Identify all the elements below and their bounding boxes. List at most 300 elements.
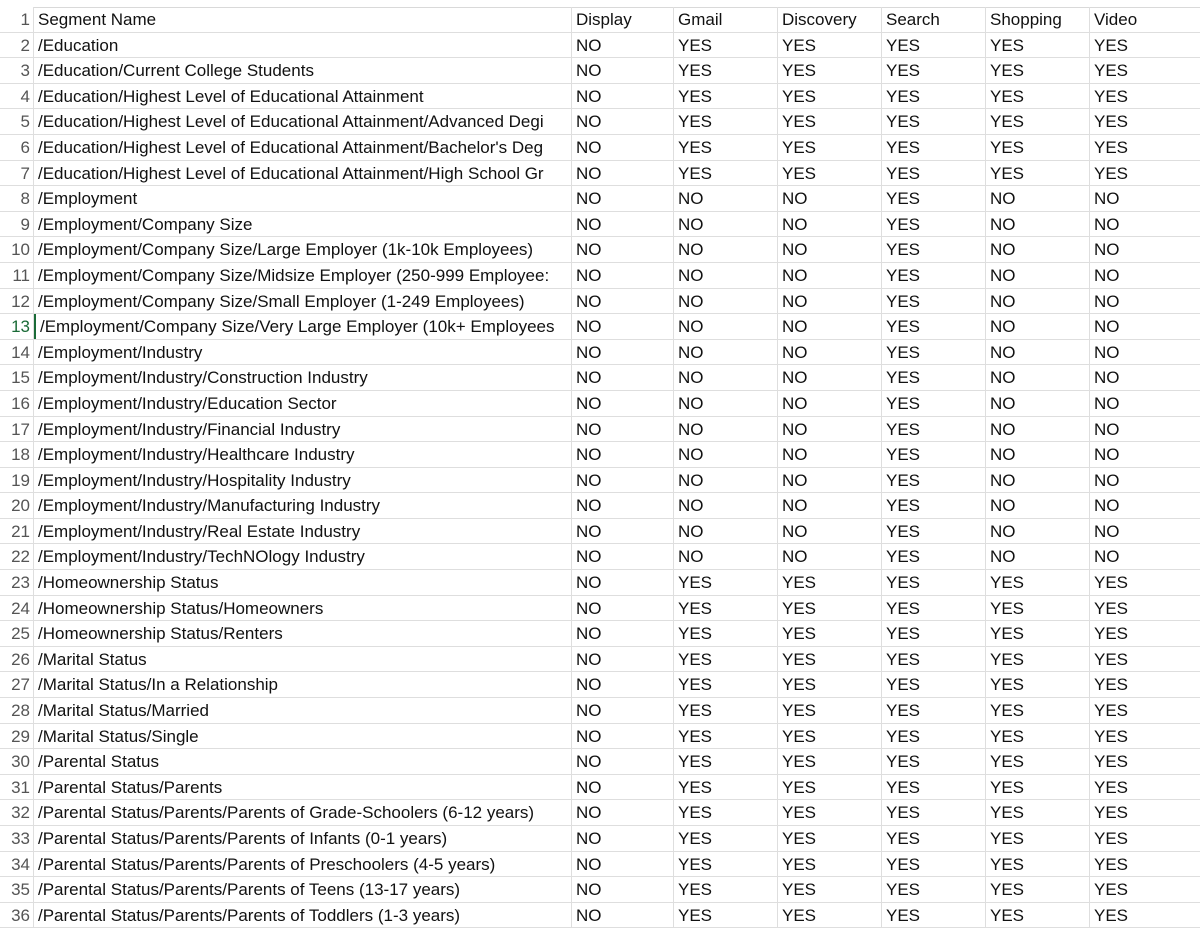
row-number[interactable]: 36 xyxy=(0,903,34,928)
cell-video[interactable]: YES xyxy=(1094,675,1129,695)
cell-gmail[interactable]: YES xyxy=(674,161,778,186)
cell-name[interactable]: /Employment xyxy=(34,186,572,211)
cell-discovery[interactable]: YES xyxy=(778,135,882,160)
cell-discovery[interactable]: YES xyxy=(778,570,882,595)
row-number[interactable]: 25 xyxy=(0,621,34,646)
header-shopping[interactable]: Shopping xyxy=(986,7,1090,32)
cell-search[interactable]: YES xyxy=(882,596,986,621)
cell-gmail[interactable]: YES xyxy=(674,596,778,621)
cell-name[interactable]: /Employment/Company Size/Large Employer (1k-10k Employees) xyxy=(34,237,572,262)
cell-discovery[interactable]: YES xyxy=(778,698,882,723)
cell-video[interactable]: YES xyxy=(1094,137,1129,157)
cell-shopping[interactable]: YES xyxy=(986,84,1090,109)
cell-display[interactable]: NO xyxy=(572,237,674,262)
cell-video[interactable]: YES xyxy=(1094,701,1129,721)
row-number[interactable]: 14 xyxy=(0,340,34,365)
cell-gmail[interactable]: NO xyxy=(674,417,778,442)
cell-name[interactable]: /Employment/Company Size/Midsize Employer (250-999 Employee: xyxy=(34,263,572,288)
cell-search[interactable]: YES xyxy=(882,724,986,749)
cell-name[interactable]: /Employment/Company Size xyxy=(34,212,572,237)
cell-search[interactable]: YES xyxy=(882,33,986,58)
table-row xyxy=(0,442,1200,468)
row-number[interactable]: 4 xyxy=(0,84,34,109)
cell-video[interactable]: NO xyxy=(1094,368,1120,388)
cell-discovery[interactable]: NO xyxy=(778,391,882,416)
cell-shopping[interactable]: YES xyxy=(986,749,1090,774)
cell-discovery[interactable]: YES xyxy=(778,33,882,58)
cell-video[interactable]: YES xyxy=(1094,163,1129,183)
cell-gmail[interactable]: NO xyxy=(674,263,778,288)
row-number[interactable]: 17 xyxy=(0,417,34,442)
cell-display[interactable]: NO xyxy=(572,84,674,109)
row-number[interactable]: 20 xyxy=(0,493,34,518)
cell-discovery[interactable]: YES xyxy=(778,647,882,672)
cell-display[interactable]: NO xyxy=(572,417,674,442)
cell-shopping[interactable]: NO xyxy=(986,186,1090,211)
cell-discovery[interactable]: YES xyxy=(778,903,882,928)
cell-discovery[interactable]: YES xyxy=(778,58,882,83)
cell-search[interactable]: YES xyxy=(882,263,986,288)
table-row xyxy=(0,109,1200,135)
cell-search[interactable]: YES xyxy=(882,289,986,314)
table-row xyxy=(0,314,1200,340)
header-video[interactable]: Video xyxy=(1094,10,1138,29)
row-number[interactable]: 31 xyxy=(0,775,34,800)
cell-display[interactable]: NO xyxy=(572,826,674,851)
cell-discovery[interactable]: NO xyxy=(778,493,882,518)
cell-shopping[interactable]: YES xyxy=(986,58,1090,83)
cell-shopping[interactable]: YES xyxy=(986,903,1090,928)
cell-gmail[interactable]: YES xyxy=(674,58,778,83)
cell-search[interactable]: YES xyxy=(882,417,986,442)
header-discovery[interactable]: Discovery xyxy=(778,7,882,32)
cell-discovery[interactable]: NO xyxy=(778,212,882,237)
cell-gmail[interactable]: NO xyxy=(674,442,778,467)
cell-search[interactable]: YES xyxy=(882,237,986,262)
cell-discovery[interactable]: YES xyxy=(778,775,882,800)
cell-discovery[interactable]: NO xyxy=(778,468,882,493)
cell-discovery[interactable]: NO xyxy=(778,186,882,211)
cell-discovery[interactable]: NO xyxy=(778,340,882,365)
cell-search[interactable]: YES xyxy=(882,826,986,851)
cell-gmail[interactable]: NO xyxy=(674,493,778,518)
cell-video[interactable]: NO xyxy=(1094,265,1120,285)
row-number[interactable]: 3 xyxy=(0,58,34,83)
cell-name[interactable]: /Marital Status/In a Relationship xyxy=(34,672,572,697)
cell-shopping[interactable]: YES xyxy=(986,698,1090,723)
cell-gmail[interactable]: YES xyxy=(674,877,778,902)
cell-shopping[interactable]: YES xyxy=(986,570,1090,595)
cell-display[interactable]: NO xyxy=(572,161,674,186)
row-number[interactable]: 9 xyxy=(0,212,34,237)
cell-discovery[interactable]: YES xyxy=(778,84,882,109)
cell-discovery[interactable]: YES xyxy=(778,724,882,749)
cell-search[interactable]: YES xyxy=(882,391,986,416)
cell-video[interactable]: NO xyxy=(1094,521,1120,541)
cell-display[interactable]: NO xyxy=(572,186,674,211)
cell-search[interactable]: YES xyxy=(882,800,986,825)
cell-search[interactable]: YES xyxy=(882,570,986,595)
row-number[interactable]: 16 xyxy=(0,391,34,416)
cell-discovery[interactable]: YES xyxy=(778,852,882,877)
cell-gmail[interactable]: NO xyxy=(674,289,778,314)
header-search[interactable]: Search xyxy=(882,7,986,32)
cell-shopping[interactable]: YES xyxy=(986,672,1090,697)
cell-shopping[interactable]: YES xyxy=(986,775,1090,800)
cell-display[interactable]: NO xyxy=(572,442,674,467)
cell-name[interactable]: /Employment/Industry/Manufacturing Industry xyxy=(34,493,572,518)
cell-search[interactable]: YES xyxy=(882,519,986,544)
cell-display[interactable]: NO xyxy=(572,800,674,825)
cell-shopping[interactable]: NO xyxy=(986,493,1090,518)
cell-display[interactable]: NO xyxy=(572,340,674,365)
cell-display[interactable]: NO xyxy=(572,519,674,544)
row-number[interactable]: 11 xyxy=(0,263,34,288)
cell-video[interactable]: NO xyxy=(1094,496,1120,516)
cell-shopping[interactable]: NO xyxy=(986,391,1090,416)
cell-display[interactable]: NO xyxy=(572,749,674,774)
cell-gmail[interactable]: YES xyxy=(674,698,778,723)
cell-display[interactable]: NO xyxy=(572,621,674,646)
cell-search[interactable]: YES xyxy=(882,58,986,83)
cell-shopping[interactable]: NO xyxy=(986,237,1090,262)
cell-video[interactable]: YES xyxy=(1094,86,1129,106)
cell-search[interactable]: YES xyxy=(882,877,986,902)
cell-gmail[interactable]: NO xyxy=(674,237,778,262)
cell-display[interactable]: NO xyxy=(572,493,674,518)
cell-gmail[interactable]: NO xyxy=(674,391,778,416)
row-number[interactable]: 28 xyxy=(0,698,34,723)
cell-name[interactable]: /Employment/Company Size/Very Large Employer (10k+ Employees xyxy=(34,314,572,339)
cell-search[interactable]: YES xyxy=(882,647,986,672)
cell-search[interactable]: YES xyxy=(882,672,986,697)
cell-shopping[interactable]: YES xyxy=(986,621,1090,646)
cell-discovery[interactable]: YES xyxy=(778,621,882,646)
cell-video[interactable]: YES xyxy=(1094,854,1129,874)
row-number[interactable]: 8 xyxy=(0,186,34,211)
cell-shopping[interactable]: YES xyxy=(986,161,1090,186)
cell-video[interactable]: NO xyxy=(1094,189,1120,209)
table-row xyxy=(0,826,1200,852)
row-number[interactable]: 27 xyxy=(0,672,34,697)
cell-name[interactable]: /Parental Status/Parents/Parents of Teens (13-17 years) xyxy=(34,877,572,902)
row-number[interactable]: 32 xyxy=(0,800,34,825)
cell-gmail[interactable]: YES xyxy=(674,135,778,160)
row-number[interactable]: 24 xyxy=(0,596,34,621)
cell-shopping[interactable]: NO xyxy=(986,519,1090,544)
cell-shopping[interactable]: YES xyxy=(986,852,1090,877)
cell-video[interactable]: YES xyxy=(1094,598,1129,618)
cell-shopping[interactable]: NO xyxy=(986,314,1090,339)
cell-discovery[interactable]: NO xyxy=(778,365,882,390)
cell-video[interactable]: YES xyxy=(1094,829,1129,848)
cell-video[interactable]: YES xyxy=(1094,880,1129,900)
cell-gmail[interactable]: YES xyxy=(674,84,778,109)
cell-discovery[interactable]: YES xyxy=(778,672,882,697)
cell-search[interactable]: YES xyxy=(882,621,986,646)
cell-shopping[interactable]: YES xyxy=(986,724,1090,749)
cell-display[interactable]: NO xyxy=(572,263,674,288)
cell-search[interactable]: YES xyxy=(882,698,986,723)
cell-discovery[interactable]: YES xyxy=(778,109,882,134)
cell-name[interactable]: /Marital Status/Married xyxy=(34,698,572,723)
cell-display[interactable]: NO xyxy=(572,672,674,697)
cell-video[interactable]: YES xyxy=(1094,726,1129,746)
cell-display[interactable]: NO xyxy=(572,852,674,877)
cell-name[interactable]: /Employment/Industry/Real Estate Industry xyxy=(34,519,572,544)
row-number[interactable]: 1 xyxy=(0,7,34,32)
cell-gmail[interactable]: YES xyxy=(674,724,778,749)
row-number[interactable]: 15 xyxy=(0,365,34,390)
cell-gmail[interactable]: YES xyxy=(674,852,778,877)
cell-display[interactable]: NO xyxy=(572,698,674,723)
cell-shopping[interactable]: NO xyxy=(986,468,1090,493)
cell-video[interactable]: YES xyxy=(1094,752,1129,772)
cell-video[interactable]: YES xyxy=(1094,573,1129,593)
cell-gmail[interactable]: NO xyxy=(674,544,778,569)
cell-video[interactable]: NO xyxy=(1094,214,1120,234)
row-number[interactable]: 10 xyxy=(0,237,34,262)
row-number[interactable]: 18 xyxy=(0,442,34,467)
cell-video[interactable]: NO xyxy=(1094,419,1120,439)
cell-search[interactable]: YES xyxy=(882,468,986,493)
cell-gmail[interactable]: YES xyxy=(674,903,778,928)
cell-shopping[interactable]: YES xyxy=(986,596,1090,621)
cell-display[interactable]: NO xyxy=(572,33,674,58)
cell-search[interactable]: YES xyxy=(882,212,986,237)
cell-shopping[interactable]: NO xyxy=(986,289,1090,314)
table-row xyxy=(0,33,1200,59)
cell-discovery[interactable]: YES xyxy=(778,800,882,825)
cell-video[interactable]: NO xyxy=(1094,393,1120,413)
cell-display[interactable]: NO xyxy=(572,775,674,800)
cell-display[interactable]: NO xyxy=(572,724,674,749)
table-row xyxy=(0,775,1200,801)
cell-display[interactable]: NO xyxy=(572,365,674,390)
cell-name[interactable]: /Parental Status/Parents/Parents of Toddlers (1-3 years) xyxy=(34,903,572,928)
cell-gmail[interactable]: YES xyxy=(674,570,778,595)
cell-name[interactable]: /Homeownership Status xyxy=(34,570,572,595)
table-row xyxy=(0,596,1200,622)
cell-search[interactable]: YES xyxy=(882,852,986,877)
cell-display[interactable]: NO xyxy=(572,877,674,902)
cell-name[interactable]: /Education/Highest Level of Educational Attainment/Advanced Degi xyxy=(34,109,572,134)
cell-shopping[interactable]: NO xyxy=(986,417,1090,442)
cell-video[interactable]: YES xyxy=(1094,624,1129,644)
cell-gmail[interactable]: NO xyxy=(674,186,778,211)
cell-shopping[interactable]: YES xyxy=(986,647,1090,672)
cell-search[interactable]: YES xyxy=(882,109,986,134)
cell-search[interactable]: YES xyxy=(882,775,986,800)
cell-gmail[interactable]: YES xyxy=(674,33,778,58)
cell-video[interactable]: YES xyxy=(1094,35,1129,55)
row-number[interactable]: 19 xyxy=(0,468,34,493)
cell-shopping[interactable]: NO xyxy=(986,212,1090,237)
cell-display[interactable]: NO xyxy=(572,135,674,160)
table-row xyxy=(0,417,1200,443)
cell-gmail[interactable]: NO xyxy=(674,468,778,493)
cell-video[interactable]: NO xyxy=(1094,470,1120,490)
cell-gmail[interactable]: YES xyxy=(674,800,778,825)
cell-shopping[interactable]: NO xyxy=(986,263,1090,288)
cell-discovery[interactable]: NO xyxy=(778,314,882,339)
cell-gmail[interactable]: YES xyxy=(674,826,778,851)
header-gmail[interactable]: Gmail xyxy=(674,7,778,32)
row-number[interactable]: 22 xyxy=(0,544,34,569)
row-number[interactable]: 29 xyxy=(0,724,34,749)
cell-name[interactable]: /Parental Status/Parents/Parents of Grade-Schoolers (6-12 years) xyxy=(34,800,572,825)
cell-name[interactable]: /Employment/Industry xyxy=(34,340,572,365)
cell-name[interactable]: /Marital Status xyxy=(34,647,572,672)
cell-name[interactable]: /Employment/Industry/Financial Industry xyxy=(34,417,572,442)
cell-shopping[interactable]: YES xyxy=(986,135,1090,160)
cell-video[interactable]: NO xyxy=(1094,547,1120,567)
cell-name[interactable]: /Education/Highest Level of Educational Attainment xyxy=(34,84,572,109)
cell-video[interactable]: YES xyxy=(1094,112,1129,132)
cell-name[interactable]: /Marital Status/Single xyxy=(34,724,572,749)
cell-display[interactable]: NO xyxy=(572,570,674,595)
row-number[interactable]: 21 xyxy=(0,519,34,544)
cell-video[interactable]: NO xyxy=(1094,291,1120,311)
cell-gmail[interactable]: YES xyxy=(674,621,778,646)
header-display[interactable]: Display xyxy=(572,7,674,32)
cell-name[interactable]: /Parental Status/Parents xyxy=(34,775,572,800)
cell-video[interactable]: YES xyxy=(1094,777,1129,797)
cell-gmail[interactable]: NO xyxy=(674,365,778,390)
cell-discovery[interactable]: YES xyxy=(778,596,882,621)
cell-gmail[interactable]: YES xyxy=(674,647,778,672)
cell-shopping[interactable]: NO xyxy=(986,442,1090,467)
cell-search[interactable]: YES xyxy=(882,749,986,774)
header-segment-name[interactable]: Segment Name xyxy=(34,7,572,32)
row-number[interactable]: 34 xyxy=(0,852,34,877)
cell-search[interactable]: YES xyxy=(882,340,986,365)
cell-display[interactable]: NO xyxy=(572,468,674,493)
cell-display[interactable]: NO xyxy=(572,109,674,134)
table-row xyxy=(0,698,1200,724)
cell-name[interactable]: /Employment/Industry/TechNOlogy Industry xyxy=(34,544,572,569)
cell-discovery[interactable]: NO xyxy=(778,519,882,544)
cell-shopping[interactable]: YES xyxy=(986,33,1090,58)
cell-gmail[interactable]: YES xyxy=(674,749,778,774)
cell-gmail[interactable]: YES xyxy=(674,109,778,134)
cell-name[interactable]: /Education/Highest Level of Educational Attainment/Bachelor's Deg xyxy=(34,135,572,160)
cell-name[interactable]: /Employment/Industry/Construction Industry xyxy=(34,365,572,390)
cell-search[interactable]: YES xyxy=(882,903,986,928)
cell-discovery[interactable]: YES xyxy=(778,826,882,851)
cell-gmail[interactable]: NO xyxy=(674,212,778,237)
cell-name[interactable]: /Employment/Industry/Healthcare Industry xyxy=(34,442,572,467)
cell-video[interactable]: NO xyxy=(1094,445,1120,465)
cell-shopping[interactable]: NO xyxy=(986,340,1090,365)
cell-discovery[interactable]: NO xyxy=(778,263,882,288)
cell-search[interactable]: YES xyxy=(882,135,986,160)
cell-search[interactable]: YES xyxy=(882,186,986,211)
cell-name[interactable]: /Parental Status xyxy=(34,749,572,774)
cell-display[interactable]: NO xyxy=(572,647,674,672)
cell-shopping[interactable]: NO xyxy=(986,365,1090,390)
row-number[interactable]: 6 xyxy=(0,135,34,160)
row-number[interactable]: 13 xyxy=(0,314,34,339)
row-number[interactable]: 23 xyxy=(0,570,34,595)
cell-name[interactable]: /Parental Status/Parents/Parents of Infants (0-1 years) xyxy=(34,826,572,851)
cell-video[interactable]: YES xyxy=(1094,61,1129,81)
cell-name[interactable]: /Parental Status/Parents/Parents of Preschoolers (4-5 years) xyxy=(34,852,572,877)
cell-shopping[interactable]: NO xyxy=(986,544,1090,569)
cell-video[interactable]: YES xyxy=(1094,649,1129,669)
cell-display[interactable]: NO xyxy=(572,544,674,569)
table-row xyxy=(0,570,1200,596)
cell-search[interactable]: YES xyxy=(882,493,986,518)
cell-discovery[interactable]: NO xyxy=(778,442,882,467)
cell-discovery[interactable]: YES xyxy=(778,749,882,774)
cell-display[interactable]: NO xyxy=(572,289,674,314)
cell-shopping[interactable]: YES xyxy=(986,109,1090,134)
cell-discovery[interactable]: YES xyxy=(778,161,882,186)
cell-name[interactable]: /Employment/Industry/Hospitality Industry xyxy=(34,468,572,493)
cell-gmail[interactable]: NO xyxy=(674,340,778,365)
row-number[interactable]: 26 xyxy=(0,647,34,672)
row-number[interactable]: 30 xyxy=(0,749,34,774)
cell-video[interactable]: YES xyxy=(1094,905,1129,925)
cell-display[interactable]: NO xyxy=(572,58,674,83)
cell-name[interactable]: /Employment/Industry/Education Sector xyxy=(34,391,572,416)
cell-gmail[interactable]: YES xyxy=(674,775,778,800)
cell-gmail[interactable]: YES xyxy=(674,672,778,697)
cell-discovery[interactable]: NO xyxy=(778,417,882,442)
row-number[interactable]: 2 xyxy=(0,33,34,58)
cell-video[interactable]: NO xyxy=(1094,317,1120,337)
cell-discovery[interactable]: NO xyxy=(778,289,882,314)
cell-name[interactable]: /Education/Current College Students xyxy=(34,58,572,83)
cell-video[interactable]: NO xyxy=(1094,342,1120,362)
cell-search[interactable]: YES xyxy=(882,365,986,390)
cell-search[interactable]: YES xyxy=(882,84,986,109)
row-number[interactable]: 12 xyxy=(0,289,34,314)
cell-name[interactable]: /Education xyxy=(34,33,572,58)
row-number[interactable]: 33 xyxy=(0,826,34,851)
cell-display[interactable]: NO xyxy=(572,391,674,416)
cell-search[interactable]: YES xyxy=(882,544,986,569)
cell-video[interactable]: YES xyxy=(1094,803,1129,823)
cell-search[interactable]: YES xyxy=(882,161,986,186)
cell-name[interactable]: /Education/Highest Level of Educational Attainment/High School Gr xyxy=(34,161,572,186)
cell-gmail[interactable]: NO xyxy=(674,314,778,339)
cell-name[interactable]: /Homeownership Status/Homeowners xyxy=(34,596,572,621)
cell-name[interactable]: /Employment/Company Size/Small Employer (1-249 Employees) xyxy=(34,289,572,314)
cell-shopping[interactable]: YES xyxy=(986,826,1090,851)
row-number[interactable]: 7 xyxy=(0,161,34,186)
cell-display[interactable]: NO xyxy=(572,314,674,339)
row-number[interactable]: 35 xyxy=(0,877,34,902)
cell-shopping[interactable]: YES xyxy=(986,800,1090,825)
cell-display[interactable]: NO xyxy=(572,903,674,928)
cell-search[interactable]: YES xyxy=(882,442,986,467)
cell-discovery[interactable]: YES xyxy=(778,877,882,902)
cell-display[interactable]: NO xyxy=(572,596,674,621)
cell-shopping[interactable]: YES xyxy=(986,877,1090,902)
cell-search[interactable]: YES xyxy=(882,314,986,339)
table-row xyxy=(0,724,1200,750)
cell-video[interactable]: NO xyxy=(1094,240,1120,260)
row-number[interactable]: 5 xyxy=(0,109,34,134)
cell-gmail[interactable]: NO xyxy=(674,519,778,544)
cell-display[interactable]: NO xyxy=(572,212,674,237)
table-row xyxy=(0,852,1200,878)
cell-discovery[interactable]: NO xyxy=(778,544,882,569)
cell-name[interactable]: /Homeownership Status/Renters xyxy=(34,621,572,646)
cell-discovery[interactable]: NO xyxy=(778,237,882,262)
